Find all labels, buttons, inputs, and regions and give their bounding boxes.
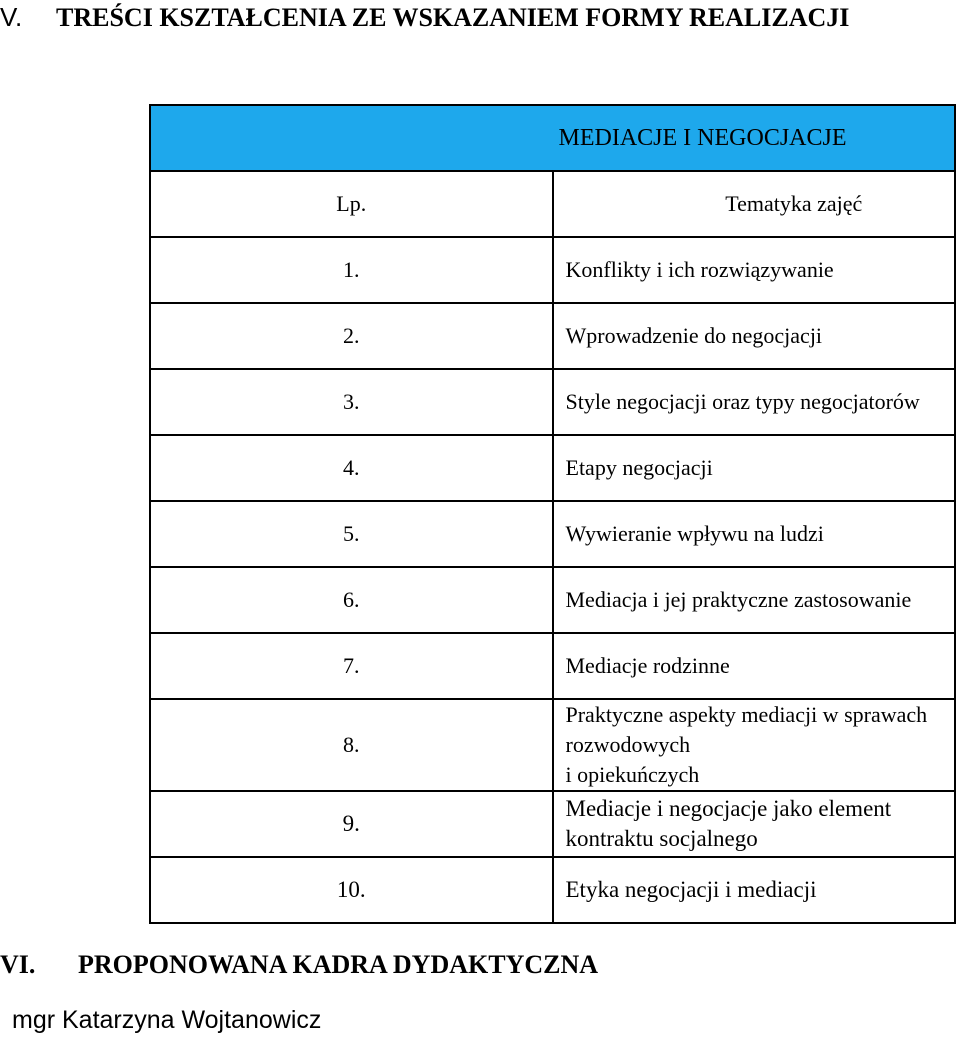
row-topic: Etapy negocjacji xyxy=(553,435,956,501)
row-topic xyxy=(553,699,956,791)
section-6-heading xyxy=(0,950,598,980)
table-row xyxy=(150,435,955,501)
row-topic: Style negocjacji oraz typy negocjatorów xyxy=(553,369,956,435)
row-topic: Etyka negocjacji i mediacji xyxy=(553,857,956,923)
row-number: 5. xyxy=(150,501,553,567)
table-title-row xyxy=(150,105,955,171)
section-5-heading xyxy=(0,2,849,33)
section-5-number: V. xyxy=(0,2,23,32)
table-row xyxy=(150,369,955,435)
course-topics-table xyxy=(149,104,956,924)
row-number: 8. xyxy=(150,699,553,791)
row-number: 2. xyxy=(150,303,553,369)
table-header-row xyxy=(150,171,955,237)
row-topic: Mediacje i negocjacje jako element kontraktu socjalnego xyxy=(553,791,956,857)
table-row xyxy=(150,857,955,923)
row-number: 6. xyxy=(150,567,553,633)
row-topic: Mediacja i jej praktyczne zastosowanie xyxy=(553,567,956,633)
row-number: 1. xyxy=(150,237,553,303)
header-topic xyxy=(553,171,956,237)
row-topic: Wprowadzenie do negocjacji xyxy=(553,303,956,369)
staff-name: mgr Katarzyna Wojtanowicz xyxy=(12,1006,322,1034)
row-topic: Konflikty i ich rozwiązywanie xyxy=(553,237,956,303)
table-row xyxy=(150,699,955,791)
table-row xyxy=(150,633,955,699)
table-row xyxy=(150,791,955,857)
row-number: 9. xyxy=(150,791,553,857)
header-topic-label: Tematyka zajęć xyxy=(725,191,863,216)
row-topic: Wywieranie wpływu na ludzi xyxy=(553,501,956,567)
section-5-title: TREŚCI KSZTAŁCENIA ZE WSKAZANIEM FORMY REALIZACJI xyxy=(56,3,850,32)
row-number: 3. xyxy=(150,369,553,435)
row-topic-line: i opiekuńczych xyxy=(565,762,700,787)
row-topic: Mediacje rodzinne xyxy=(553,633,956,699)
table-row xyxy=(150,567,955,633)
row-number: 4. xyxy=(150,435,553,501)
row-number: 7. xyxy=(150,633,553,699)
row-number: 10. xyxy=(150,857,553,923)
section-6-title: PROPONOWANA KADRA DYDAKTYCZNA xyxy=(78,950,599,979)
section-6-number: VI. xyxy=(0,950,36,979)
header-lp: Lp. xyxy=(150,171,553,237)
table-title-cell xyxy=(150,105,955,171)
table-title: MEDIACJE I NEGOCJACJE xyxy=(558,124,847,151)
row-topic-line: Praktyczne aspekty mediacji w sprawach rozwodowych xyxy=(565,702,928,757)
table-row xyxy=(150,237,955,303)
table-row xyxy=(150,501,955,567)
table-row xyxy=(150,303,955,369)
